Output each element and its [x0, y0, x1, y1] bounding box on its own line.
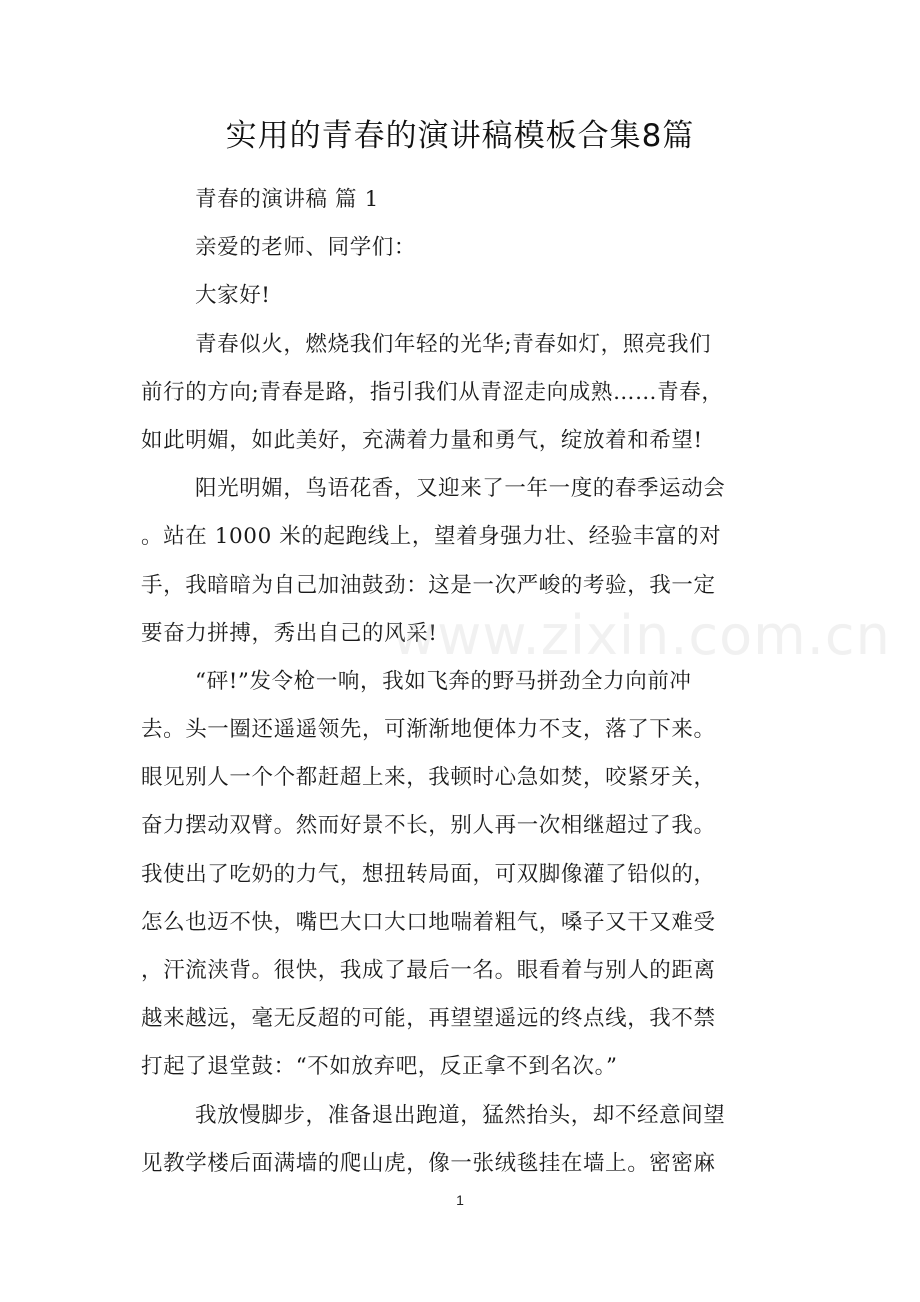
- paragraph-line: 眼见别人一个个都赶超上来，我顿时心急如焚，咬紧牙关，: [141, 765, 716, 791]
- salutation-line: 亲爱的老师、同学们：: [195, 235, 417, 261]
- paragraph-line: 奋力摆动双臂。然而好景不长，别人再一次相继超过了我。: [141, 813, 716, 839]
- page-number: 1: [456, 1192, 464, 1208]
- paragraph-line: 手，我暗暗为自己加油鼓劲：这是一次严峻的考验，我一定: [141, 572, 716, 598]
- document-title: 实用的青春的演讲稿模板合集8篇: [225, 118, 695, 154]
- paragraph-line: 前行的方向;青春是路，指引我们从青涩走向成熟……青春，: [141, 379, 724, 405]
- paragraph-line: 见教学楼后面满墙的爬山虎，像一张绒毯挂在墙上。密密麻: [141, 1150, 716, 1176]
- paragraph-line: 我使出了吃奶的力气，想扭转局面，可双脚像灌了铅似的，: [141, 861, 716, 887]
- paragraph-line: 青春似火，燃烧我们年轻的光华;青春如灯，照亮我们: [195, 331, 712, 357]
- watermark: www.zixin.com.cn: [392, 604, 891, 667]
- paragraph-line: 怎么也迈不快，嘴巴大口大口地喘着粗气，嗓子又干又难受: [141, 909, 716, 935]
- paragraph-line: 阳光明媚，鸟语花香，又迎来了一年一度的春季运动会: [195, 476, 726, 502]
- paragraph-line: 越来越远，毫无反超的可能，再望望遥远的终点线，我不禁: [141, 1006, 716, 1032]
- paragraph-line: 我放慢脚步，准备退出跑道，猛然抬头，却不经意间望: [195, 1102, 726, 1128]
- paragraph-line: ，汗流浃背。很快，我成了最后一名。眼看着与别人的距离: [141, 958, 716, 983]
- document-body: [141, 176, 786, 1188]
- paragraph-line: 如此明媚，如此美好，充满着力量和勇气，绽放着和希望!: [141, 427, 703, 453]
- paragraph-line: 要奋力拼搏，秀出自己的风采!: [141, 620, 438, 646]
- paragraph-line: 打起了退堂鼓：“不如放弃吧，反正拿不到名次。”: [141, 1054, 618, 1080]
- section-heading: 青春的演讲稿 篇 1: [195, 187, 379, 212]
- paragraph-line: 。站在 1000 米的起跑线上，望着身强力壮、经验丰富的对: [141, 524, 722, 550]
- paragraph-line: 去。头一圈还遥遥领先，可渐渐地便体力不支，落了下来。: [141, 717, 716, 743]
- paragraph-line: “砰!”发令枪一响，我如飞奔的野马拼劲全力向前冲: [195, 668, 692, 694]
- greeting-line: 大家好!: [195, 283, 271, 309]
